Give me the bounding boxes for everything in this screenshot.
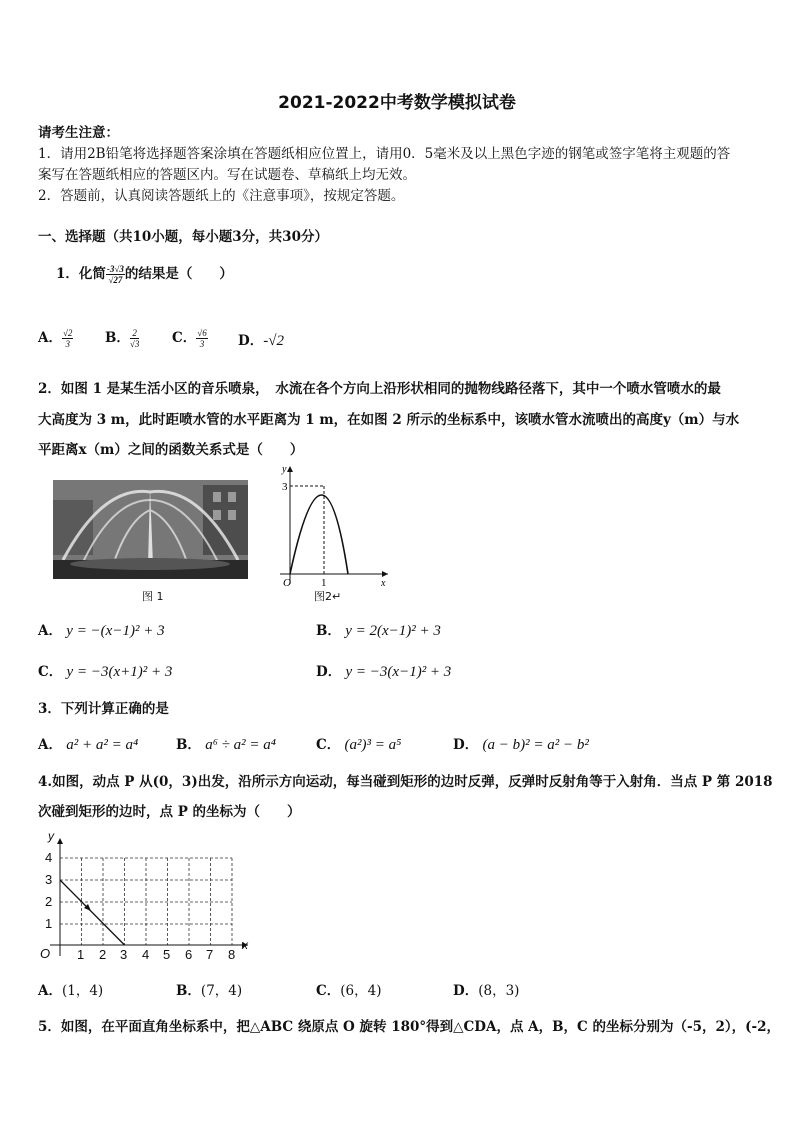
q1-option-a[interactable]: A． $\frac{√2}{3}$ bbox=[38, 328, 73, 349]
fig2-peak-y: 3 bbox=[282, 481, 288, 493]
q5-line-1: 5．如图，在平面直角坐标系中，把△ABC 绕原点 O 旋转 180°得到△CDA，点 A，B，C 的坐标分别为（-5，2），(-2， bbox=[38, 1019, 781, 1035]
x-tick-2: 2 bbox=[99, 947, 107, 962]
q1-option-d[interactable]: D．-√2 bbox=[238, 333, 284, 349]
path-segment bbox=[60, 880, 125, 945]
x-tick-5: 5 bbox=[163, 947, 171, 962]
y-tick-1: 1 bbox=[45, 916, 53, 931]
q1-option-b[interactable]: B． $\frac{2}{√3}$ bbox=[105, 328, 140, 349]
q2-option-d[interactable]: D． y = −3(x−1)² + 3 bbox=[316, 664, 452, 680]
q4-x-label: x bbox=[242, 938, 248, 952]
rectangle-grid-figure bbox=[36, 828, 266, 964]
parabola-curve bbox=[290, 495, 348, 574]
q2-line-3: 平距离x（m）之间的函数关系式是（ ） bbox=[38, 442, 304, 458]
q2-option-b[interactable]: B． y = 2(x−1)² + 3 bbox=[316, 623, 441, 639]
q3-option-b[interactable]: B． a⁶ ÷ a² = a⁴ bbox=[176, 737, 276, 753]
section-choice-heading: 一、选择题（共10小题，每小题3分，共30分） bbox=[38, 229, 328, 245]
q3-stem: 3．下列计算正确的是 bbox=[38, 701, 169, 717]
y-tick-2: 2 bbox=[45, 894, 53, 909]
q4-origin: O bbox=[40, 946, 51, 961]
x-tick-7: 7 bbox=[206, 947, 214, 962]
x-tick-4: 4 bbox=[142, 947, 150, 962]
q4-option-c[interactable]: C．(6，4) bbox=[316, 983, 382, 999]
fig2-origin: O bbox=[283, 577, 291, 589]
q3-option-a[interactable]: A． a² + a² = a⁴ bbox=[38, 737, 139, 753]
parabola-graph bbox=[270, 462, 400, 592]
fountain-photo bbox=[53, 480, 248, 579]
x-tick-1: 1 bbox=[77, 947, 85, 962]
fig2-x-label: x bbox=[381, 578, 386, 589]
notice-line-2: 2．答题前，认真阅读答题纸上的《注意事项》，按规定答题。 bbox=[38, 188, 405, 204]
notice-line-1a: 1．请用2B铅笔将选择题答案涂填在答题纸相应位置上，请用0．5毫米及以上黑色字迹的钢笔或签字笔将主观题的答 bbox=[38, 146, 731, 162]
q4-option-a[interactable]: A．(1，4) bbox=[38, 983, 104, 999]
q2-line-2: 大高度为 3 m，此时距喷水管的水平距离为 1 m，在如图 2 所示的坐标系中，该喷水管水流喷出的高度y（m）与水 bbox=[38, 412, 740, 428]
q1-fraction: $\frac{-3√3}{√27}$ bbox=[106, 264, 124, 285]
notice-line-1b: 案写在答题纸相应的答题区内。写在试题卷、草稿纸上均无效。 bbox=[38, 167, 416, 183]
q3-option-c[interactable]: C． (a²)³ = a⁵ bbox=[316, 737, 402, 753]
q4-y-label: y bbox=[48, 829, 54, 843]
q2-option-c[interactable]: C． y = −3(x+1)² + 3 bbox=[38, 664, 173, 680]
q4-line-1: 4.如图，动点 P 从(0，3)出发，沿所示方向运动，每当碰到矩形的边时反弹，反弹时反射角等于入射角．当点 P 第 2018 bbox=[38, 774, 773, 790]
fig2-caption: 图2↵ bbox=[314, 590, 342, 603]
x-tick-6: 6 bbox=[185, 947, 193, 962]
x-tick-8: 8 bbox=[228, 947, 236, 962]
y-tick-4: 4 bbox=[45, 850, 53, 865]
q4-option-d[interactable]: D．(8，3) bbox=[453, 983, 520, 999]
y-tick-3: 3 bbox=[45, 872, 53, 887]
fig1-caption: 图 1 bbox=[142, 590, 164, 603]
q1-suffix: 的结果是（ ） bbox=[124, 266, 233, 282]
notice-heading: 请考生注意： bbox=[38, 125, 119, 141]
q3-option-d[interactable]: D． (a − b)² = a² − b² bbox=[453, 737, 589, 753]
exam-title: 2021-2022中考数学模拟试卷 bbox=[278, 93, 516, 113]
q4-line-2: 次碰到矩形的边时，点 P 的坐标为（ ） bbox=[38, 804, 301, 820]
x-tick-3: 3 bbox=[120, 947, 128, 962]
fig2-y-label: y bbox=[282, 464, 287, 475]
fig2-peak-x: 1 bbox=[321, 577, 327, 589]
q2-line-1: 2．如图 1 是某生活小区的音乐喷泉， 水流在各个方向上沿形状相同的抛物线路径落下，其中一个喷水管喷水的最 bbox=[38, 381, 721, 397]
q4-option-b[interactable]: B．(7，4) bbox=[176, 983, 243, 999]
q2-option-a[interactable]: A． y = −(x−1)² + 3 bbox=[38, 623, 165, 639]
q1-prefix: 1．化简 bbox=[56, 266, 106, 282]
question-1 bbox=[56, 262, 233, 285]
q1-option-c[interactable]: C． $\frac{√6}{3}$ bbox=[172, 328, 207, 349]
